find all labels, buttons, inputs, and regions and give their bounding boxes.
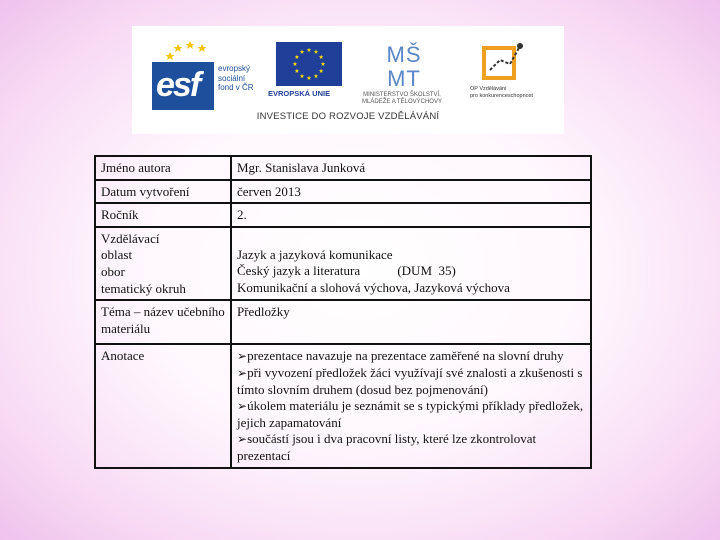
label-line: Vzdělávací [101,230,160,246]
row-value [231,344,591,467]
table-row [95,203,591,227]
label-line: obor [101,263,125,279]
esf-mark-text: esf [156,66,200,104]
arrow-bullet-icon: ➢ [237,432,248,447]
arrow-bullet-icon: ➢ [237,399,248,414]
op-label: OP Vzdělávání pro konkurenceschopnost [470,86,533,99]
msmt-label: MINISTERSTVO ŠKOLSTVÍ, MLÁDEŽE A TĚLOVÝCHOVY [362,92,442,105]
row-value [231,227,591,300]
row-value: Předložky [231,300,591,344]
op-mark-icon [480,40,526,86]
arrow-bullet-icon: ➢ [237,349,248,364]
msmt-mark-icon [376,40,432,92]
annotation-bullet [237,348,585,365]
arrow-bullet-icon: ➢ [237,365,248,380]
row-label: Téma – název učebního materiálu [95,300,231,344]
value-subject: Český jazyk a literatura [237,263,361,279]
eu-label: EVROPSKÁ UNIE [268,89,331,98]
row-label: Datum vytvoření [95,180,231,204]
row-label [95,227,231,300]
esf-logo [152,40,270,112]
eu-flag [276,42,342,86]
svg-text:MŠ: MŠ [386,42,422,67]
table-row [95,227,591,300]
table-row [95,180,591,204]
bullet-text: úkolem materiálu je seznámit se s typickými příklady předložek, jejich zapamatování [237,398,584,430]
value-line: Jazyk a jazyková komunikace [237,246,393,262]
bullet-text: součástí jsou i dva pracovní listy, které lze zkontrolovat prezentací [237,431,537,463]
value-line: Komunikační a slohová výchova, Jazyková výchova [237,279,510,295]
value-dum: (DUM 35) [397,263,456,279]
bullet-text: při vyvození předložek žáci využívají své znalosti a zkušenosti s tímto slovním druhem (dosud bez pojmenování) [237,364,583,397]
annotation-bullet [237,431,585,464]
esf-mark [152,62,214,110]
eu-stars-icon [276,42,342,86]
annotation-bullet [237,398,585,431]
metadata-table [94,155,592,469]
bullet-text: prezentace navazuje na prezentace zaměřené na slovní druhy [247,348,564,364]
table-row [95,156,591,180]
row-value: červen 2013 [231,180,591,204]
value-line [237,263,585,280]
table-row [95,300,591,344]
logo-banner [132,26,564,134]
row-value: Mgr. Stanislava Junková [231,156,591,180]
label-line: oblast [101,247,133,263]
row-label: Anotace [95,344,231,467]
op-logo [470,40,560,120]
row-value: 2. [231,203,591,227]
msmt-logo [346,40,458,118]
label-line: tematický okruh [101,280,186,296]
svg-text:MT: MT [387,66,421,91]
eu-logo [268,42,342,108]
esf-stars-icon [164,40,214,64]
esf-text: evropský sociální fond v ČR [218,64,254,92]
annotation-bullet [237,365,585,398]
table-row [95,344,591,467]
investment-tagline: INVESTICE DO ROZVOJE VZDĚLÁVÁNÍ [256,111,440,122]
row-label: Ročník [95,203,231,227]
row-label: Jméno autora [95,156,231,180]
